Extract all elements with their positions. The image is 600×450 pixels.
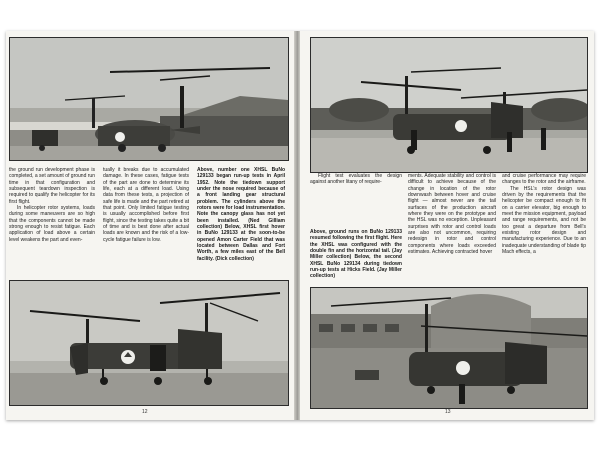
right-col-1	[310, 173, 402, 191]
left-col-2	[103, 167, 189, 277]
right-col3-para-1: and cruise performance may require changes to the rotor and the airframe.	[502, 173, 586, 186]
right-col-3	[502, 173, 586, 283]
photo-right-bottom	[310, 287, 588, 409]
photo-left-top	[9, 37, 289, 161]
right-page	[300, 31, 594, 420]
right-col-2	[408, 173, 496, 283]
left-col-1	[9, 167, 95, 277]
left-col1-para-1: the ground run development phase is completed, a set amount of ground run time in that configuration and subsequent teardown inspection is required to qualify the helicopter for its first flight.	[9, 167, 95, 205]
right-caption-text: Above, ground runs on BuNo 129133 resumed following the first flight. Here the XHSL was configured with the double fin and the horizontal tail. (Jay Miller collection) Below, the second XHSL BuNo 129134 during tiedown run-up tests at Hicks Field. (Jay Miller collection)	[310, 229, 402, 280]
left-caption-text: Above, number one XHSL BuNo 129133 began run-up tests in April 1952. Note the tiedown support under the nose required because of a front landing gear structural problem. The cylinders above the rotors were for load instrumentation. Note the canopy glass has not yet been installed. (Ned Gilliam collection) Below, XHSL first hover in BuNo 129133 at the soon-to-be opened Amon Carter Field that was located between Dallas and Fort Worth, a few miles east of the Bell facility. (Dick collection)	[197, 167, 285, 262]
left-photo-caption	[197, 167, 285, 277]
photo-right-top	[310, 37, 588, 173]
right-col1-para-1: Flight test evaluates the design against another litany of require-	[310, 173, 402, 186]
left-page	[6, 31, 296, 420]
magazine-spread	[6, 31, 594, 420]
left-col1-para-2: In helicopter rotor systems, loads during some maneuvers are so high that the components cannot be made strong enough to resist fatigue. Each application of load above a certain level weakens the part and even-	[9, 205, 95, 243]
right-col2-para-1: ments. Adequate stability and control is difficult to achieve because of the change in location of the rotor downwash between hover and cruise flight — almost never are the tail surfaces of the production aircraft where they were on the prototype and the HSL was no exception. Unpleasant surprises with rotor and control loads are also not uncommon, requiring redesign in rotor and control components where loads exceeded estimates. Achieving contracted hover	[408, 173, 496, 256]
right-photo-caption	[310, 229, 402, 285]
left-page-number: 12	[142, 409, 148, 415]
left-col2-para-1: tually it breaks due to accumulated damage. In these cases, fatigue tests of the part are done to determine its life, each at a different load. Using data from these tests, a projection of safe life is made and the part retired at that point. Only limited fatigue testing is usually accomplished before first flight, since the testing takes quite a bit of time and is best done after actual loads are known and the risk of a low-cycle fatigue failure is low.	[103, 167, 189, 243]
right-page-number: 13	[445, 409, 451, 415]
photo-left-bottom	[9, 280, 289, 406]
right-col3-para-2: The HSL's rotor design was driven by the requirements that the helicopter be compact enough to fit on a carrier elevator, big enough to meet the mission equipment, payload and range requirements, and not be too great a departure from Bell's existing rotor design and manufacturing experience. Due to an inadequate understanding of blade tip Mach effects, a	[502, 185, 586, 256]
